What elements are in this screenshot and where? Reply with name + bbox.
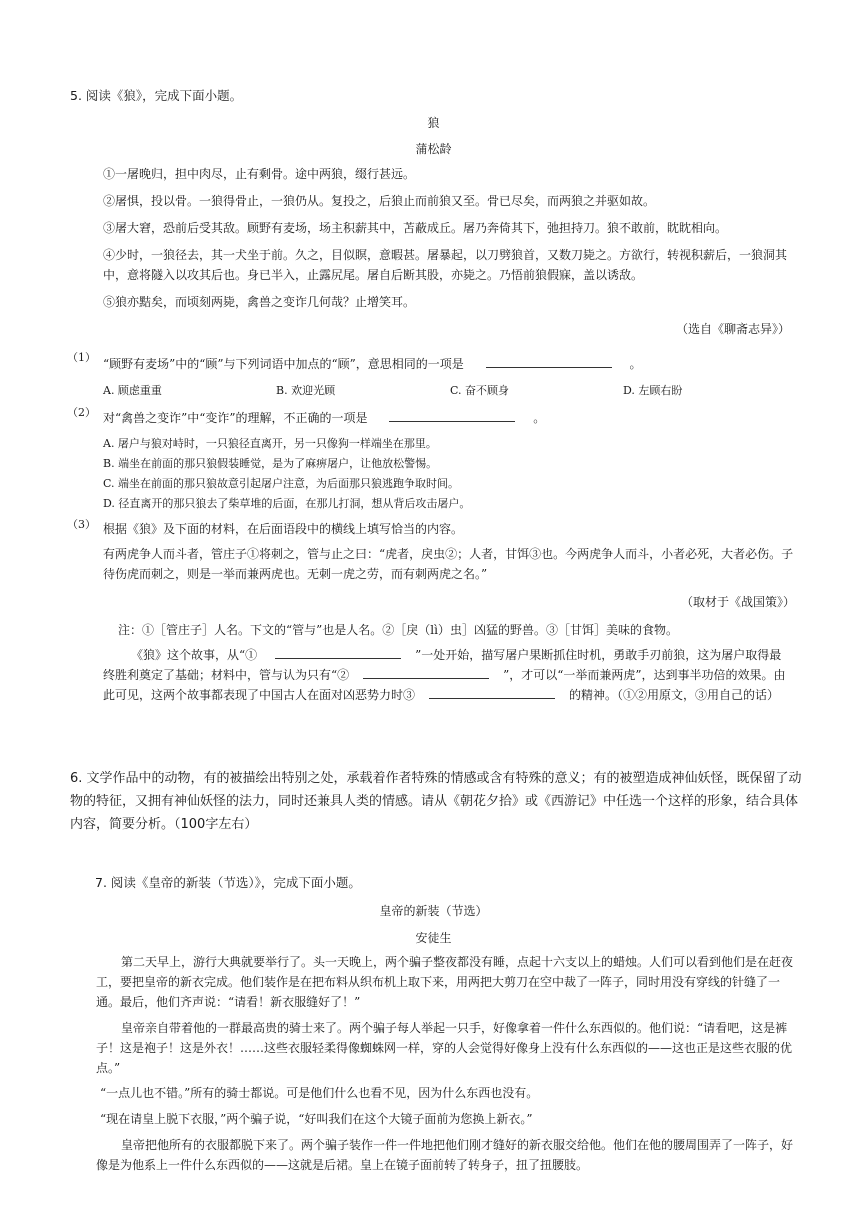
sub-question-2-text: 对“禽兽之变诈”中“变诈”的理解，不正确的一项是 (103, 411, 368, 425)
option-1c: C. 奋不顾身 (450, 384, 510, 397)
sub-question-3-stem: 根据《狼》及下面的材料，在后面语段中的横线上填写恰当的内容。 (103, 522, 464, 536)
fill-paragraph (103, 645, 793, 705)
question-7-header: 7. 阅读《皇帝的新装（节选）》，完成下面小题。 (95, 875, 361, 890)
passage-paragraph-2: ②屠惧，投以骨。一狼得骨止，一狼仍从。复投之，后狼止而前狼又至。骨已尽矣，而两狼之并驱如故。 (103, 194, 656, 208)
answer-blank-1[interactable] (486, 355, 612, 368)
option-1d: D. 左顾右盼 (623, 384, 683, 397)
question-6-text: 6. 文学作品中的动物，有的被描绘出特别之处，承载着作者特殊的情感或含有特殊的意义；有的被塑造成神仙妖怪，既保留了动物的特征，又拥有神仙妖怪的法力，同时还兼具人类的情感。请从《朝花夕拾》或《西游记》中任选一个这样的形象，结合具体内容，简要分析。（100字左右） (70, 771, 802, 832)
story-paragraph-4: “现在请皇上脱下衣服，”两个骗子说，“好叫我们在这个大镜子面前为您换上新衣。” (100, 1112, 533, 1126)
material-source: （取材于《战国策》） (681, 595, 796, 609)
story-title: 皇帝的新装（节选） (379, 904, 488, 918)
answer-blank-3-1[interactable] (275, 646, 401, 659)
fill-text-b: ”一处开始，描写屠户果断抓住时机，勇敢手刃前狼，这为屠户取得最终胜利奠定了基础；材料中，管与认为只有“② (103, 648, 782, 682)
option-2d: D. 径直离开的那只狼去了柴草堆的后面，在那儿打洞，想从背后攻击屠户。 (103, 497, 471, 510)
sub-question-1-number: （1） (67, 351, 96, 364)
passage-paragraph-3: ③屠大窘，恐前后受其敌。顾野有麦场，场主积薪其中，苫蔽成丘。屠乃奔倚其下，弛担持刀。狼不敢前，眈眈相向。 (103, 221, 728, 235)
answer-blank-3-2[interactable] (363, 666, 489, 679)
sub-question-2-number: （2） (67, 406, 96, 419)
story-paragraph-1: 第二天早上，游行大典就要举行了。头一天晚上，两个骗子整夜都没有睡，点起十六支以上的蜡烛。人们可以看到他们是在赶夜工，要把皇帝的新衣完成。他们装作是在把布料从织布机上取下来，用两把大剪刀在空中裁了一阵子，同时用没有穿线的针缝了一通。最后，他们齐声说：“请看！新衣服缝好了！” (96, 955, 794, 1009)
answer-blank-3-3[interactable] (429, 686, 555, 699)
option-2a: A. 屠户与狼对峙时，一只狼径直离开，另一只像狗一样端坐在那里。 (103, 437, 437, 450)
passage-paragraph-5: ⑤狼亦黠矣，而顷刻两毙，禽兽之变诈几何哉？止增笑耳。 (103, 295, 416, 309)
option-1a: A. 顾虑重重 (103, 384, 162, 397)
story-paragraph-3: “一点儿也不错。”所有的骑士都说。可是他们什么也看不见，因为什么东西也没有。 (100, 1086, 539, 1100)
sub-question-1-text: “顾野有麦场”中的“顾”与下列词语中加点的“顾”，意思相同的一项是 (103, 357, 464, 371)
passage-paragraph-4: ④少时，一狼径去，其一犬坐于前。久之，目似瞑，意暇甚。屠暴起，以刀劈狼首，又数刀毙之。方欲行，转视积薪后，一狼洞其中，意将隧入以攻其后也。身已半入，止露尻尾。屠自后断其股，亦毙之。乃悟前狼假寐，盖以诱敌。 (103, 248, 788, 282)
sub-question-1-period: 。 (629, 357, 642, 371)
story-author: 安徒生 (415, 931, 452, 945)
sub-question-2-stem (103, 408, 545, 428)
story-paragraph-2: 皇帝亲自带着他的一群最高贵的骑士来了。两个骗子每人举起一只手，好像拿着一件什么东西似的。他们说：“请看吧，这是裤子！这是袍子！这是外衣！……这些衣服轻柔得像蜘蛛网一样，穿的人会觉得好像身上没有什么东西似的——这也正是这些衣服的优点。” (96, 1021, 793, 1075)
question-5-header: 5. 阅读《狼》，完成下面小题。 (70, 88, 243, 103)
option-2c: C. 端坐在前面的那只狼故意引起屠户注意，为后面那只狼逃跑争取时间。 (103, 477, 460, 490)
material-text: 有两虎争人而斗者，管庄子①将刺之，管与止之曰：“虎者，戾虫②；人者，甘饵③也。今两虎争人而斗，小者必死，大者必伤。子待伤虎而刺之，则是一举而兼两虎也。无刺一虎之劳，而有刺两虎之名。” (103, 547, 794, 581)
sub-question-2-period: 。 (533, 411, 546, 425)
option-2b: B. 端坐在前面的那只狼假装睡觉，是为了麻痹屠户，让他放松警惕。 (103, 457, 438, 470)
option-1b: B. 欢迎光顾 (276, 384, 336, 397)
fill-text-d: 的精神。（①②用原文，③用自己的话） (569, 688, 780, 702)
passage-source: （选自《聊斋志异》） (676, 322, 791, 336)
answer-blank-2[interactable] (389, 409, 515, 422)
passage-paragraph-1: ①一屠晚归，担中肉尽，止有剩骨。途中两狼，缀行甚远。 (103, 167, 416, 181)
story-paragraph-5: 皇帝把他所有的衣服都脱下来了。两个骗子装作一件一件地把他们刚才缝好的新衣服交给他。他们在他的腰周围弄了一阵子，好像是为他系上一件什么东西似的——这就是后裙。皇上在镜子面前转了转身子，扭了扭腰肢。 (96, 1138, 794, 1172)
fill-text-c: ”，才可以“一举而兼两虎”，达到事半功倍的效果。由此可见，这两个故事都表现了中国古人在面对凶恶势力时③ (103, 668, 786, 702)
poem-author: 蒲松龄 (415, 142, 452, 156)
sub-question-1-stem (103, 354, 641, 374)
poem-title: 狼 (427, 116, 440, 130)
material-notes: 注：①［管庄子］人名。下文的“管与”也是人名。②［戾（lì）虫］凶猛的野兽。③［甘饵］美味的食物。 (118, 623, 678, 637)
fill-text-a: 《狼》这个故事，从“① (131, 648, 258, 662)
sub-question-3-number: （3） (67, 518, 96, 531)
